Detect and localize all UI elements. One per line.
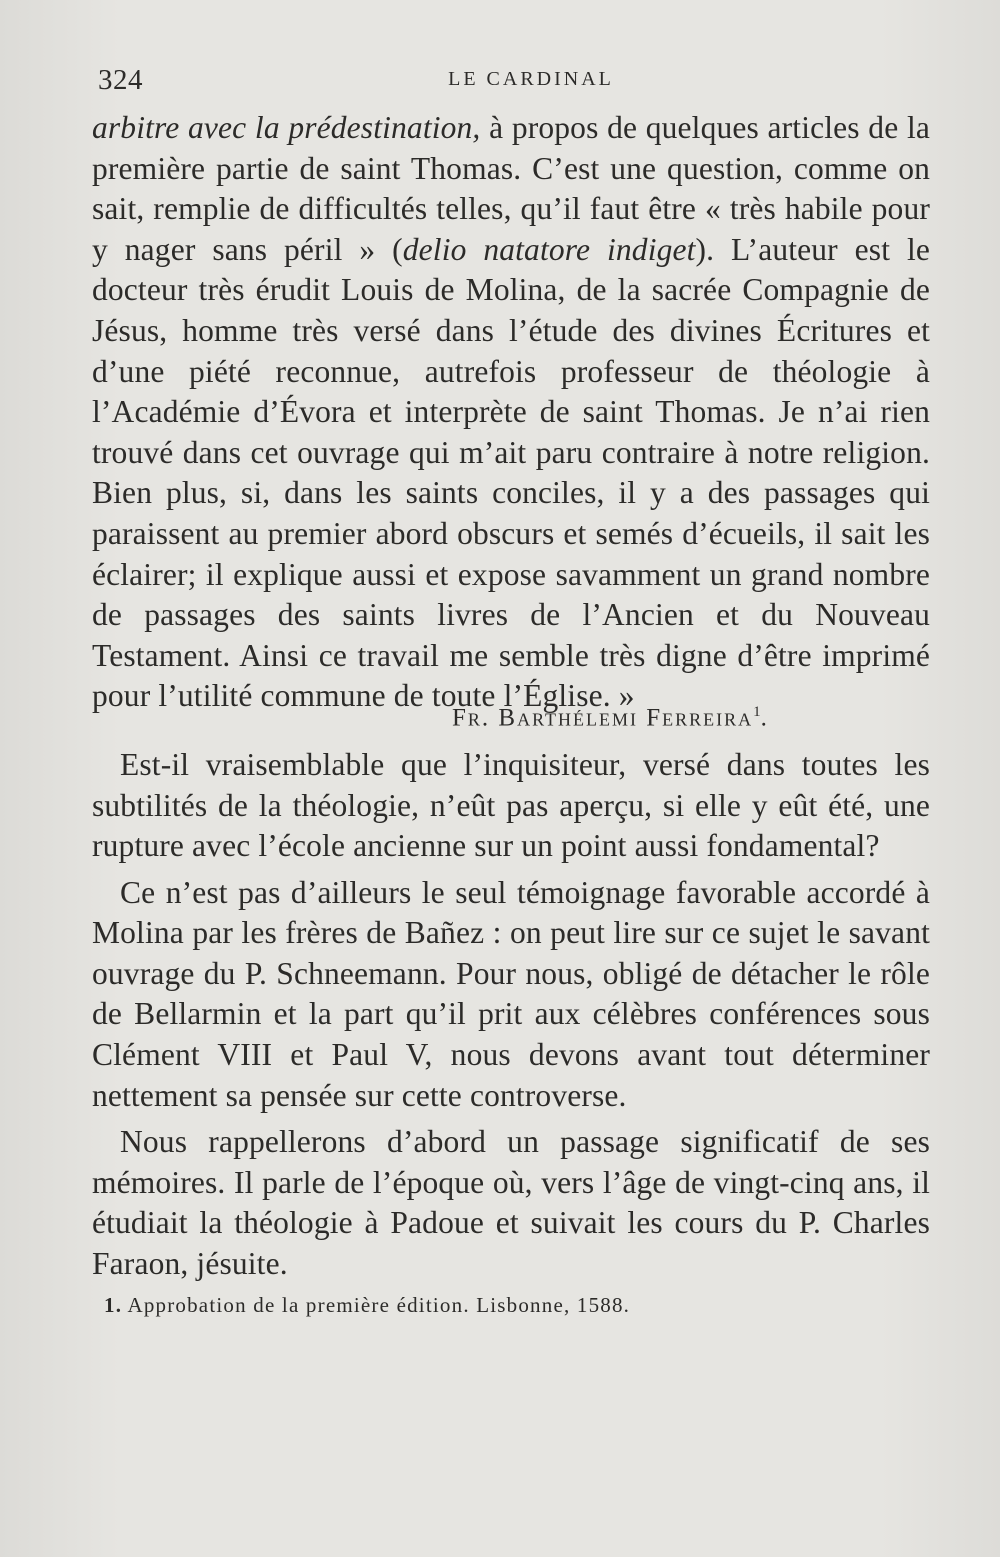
paragraph: Est-il vraisemblable que l’inquisiteur, versé dans toutes les subtilités de la théologie, n’eût pas aperçu, si elle y eût été, une rupture avec l’école ancienne sur un point aussi fondamental? (92, 746, 930, 864)
running-title: LE CARDINAL (448, 68, 614, 90)
footnotes (92, 1291, 930, 1319)
quote-text-2: ). L’auteur est le docteur très érudit Louis de Molina, de la sacrée Compagnie de Jésus, homme très versé dans l’étude des divines Écritures et d’une piété reconnue, autrefois professeur de théologie à l’Académie d’Évora et interprète de saint Thomas. Je n’ai rien trouvé dans cet ouvrage qui m’ait paru contraire à notre religion. Bien plus, si, dans les saints conciles, il y a des passages qui paraissent au premier abord obscurs et semés d’écueils, il sait les éclairer; il explique aussi et expose savamment un grand nombre de passages des saints livres de l’Ancien et du Nouveau Testament. Ainsi ce travail me semble très digne d’être imprimé pour l’utilité commune de toute l’Église. » (92, 231, 930, 714)
signature-name: Fr. Barthélemi Ferreira (452, 704, 754, 732)
paragraph: Nous rappellerons d’abord un passage significatif de ses mémoires. Il parle de l’époque où, vers l’âge de vingt-cinq ans, il étudiait la théologie à Padoue et suivait les cours du P. Charles Faraon, jésuite. (92, 1124, 930, 1282)
footnote-number: 1. (104, 1292, 123, 1317)
footnote (104, 1291, 930, 1319)
main-text (92, 108, 930, 1285)
italic-opening: arbitre avec la prédestination, (92, 110, 481, 145)
footnote-reference: 1 (753, 703, 761, 720)
page-number: 324 (98, 64, 143, 96)
quote-text-1: à propos de quelques articles de la première partie de saint Thomas. C’est une question, comme on sait, remplie de difficultés telles, qu’il faut être « très habile pour y nager sans péril » ( (92, 110, 930, 267)
italic-latin-phrase: delio natatore indiget (402, 231, 696, 267)
quoted-approbation (92, 108, 930, 717)
signature (452, 695, 930, 732)
paragraph: Ce n’est pas d’ailleurs le seul témoignage favorable accordé à Molina par les frères de Bañez : on peut lire sur ce sujet le savant ouvrage du P. Schneemann. Pour nous, obligé de détacher le rôle de Bellarmin et la part qu’il prit aux célèbres conférences sous Clément VIII et Paul V, nous devons avant tout déterminer nettement sa pensée sur cette controverse. (92, 874, 930, 1113)
signature-period: . (760, 704, 769, 732)
running-head (92, 58, 930, 108)
footnote-text: Approbation de la première édition. Lisbonne, 1588. (122, 1292, 631, 1317)
